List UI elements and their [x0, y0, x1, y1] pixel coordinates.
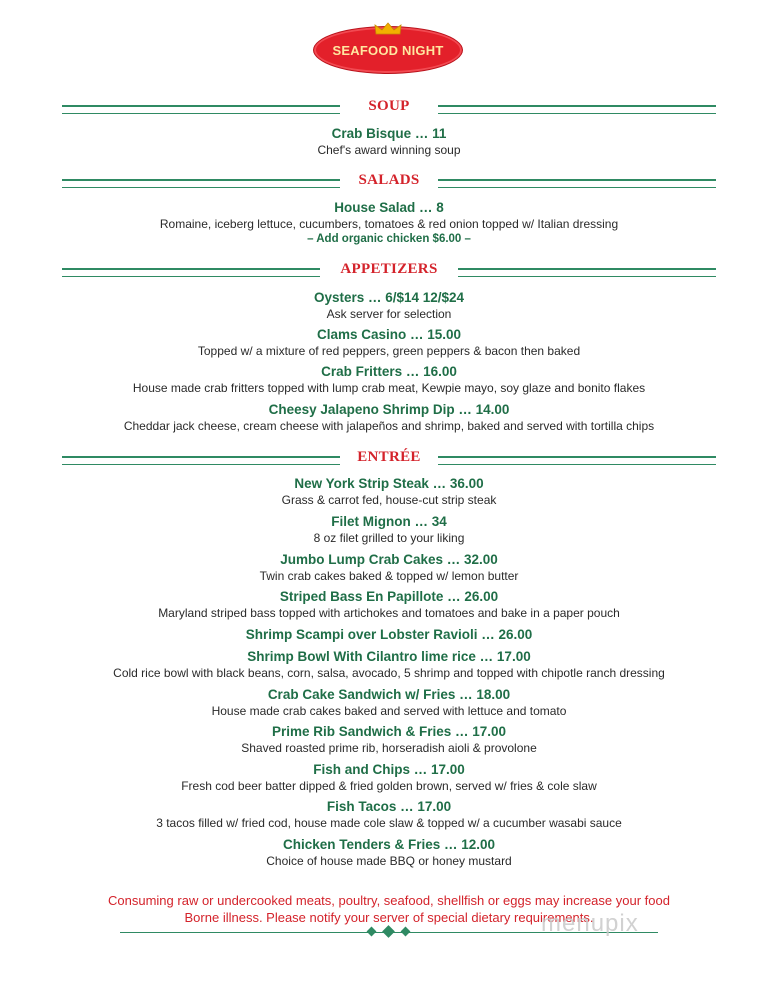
item-name: Crab Fritters … 16.00 — [321, 364, 457, 379]
item-name: House Salad … 8 — [334, 200, 444, 215]
menu-item-ny-strip — [0, 475, 778, 508]
item-name: Filet Mignon … 34 — [331, 514, 447, 529]
menu-item-shrimp-bowl — [0, 648, 778, 681]
item-name: Crab Cake Sandwich w/ Fries … 18.00 — [267, 687, 511, 702]
item-description: 3 tacos filled w/ fried cod, house made cole slaw & topped w/ a cucumber wasabi sauce — [156, 816, 622, 830]
item-addon-note: – Add organic chicken $6.00 – — [307, 233, 471, 245]
logo-text: SEAFOOD NIGHT — [332, 43, 444, 58]
item-name: Cheesy Jalapeno Shrimp Dip … 14.00 — [268, 402, 510, 417]
diamond-ornament-icon — [401, 927, 411, 937]
crown-icon — [374, 22, 402, 36]
menu-item-crab-bisque — [0, 125, 778, 158]
item-description: Twin crab cakes baked & topped w/ lemon butter — [259, 569, 519, 583]
menu-item-prime-rib — [0, 723, 778, 756]
disclaimer-line-1: Consuming raw or undercooked meats, poultry, seafood, shellfish or eggs may increase your food — [108, 893, 670, 908]
menu-item-fish-and-chips — [0, 761, 778, 794]
item-name: Fish Tacos … 17.00 — [326, 799, 452, 814]
diamond-ornament-icon — [382, 925, 395, 938]
item-description: Grass & carrot fed, house-cut strip steak — [281, 493, 497, 507]
divider — [438, 105, 716, 114]
diamond-ornament-icon — [367, 927, 377, 937]
divider — [438, 179, 716, 188]
item-name: Chicken Tenders & Fries … 12.00 — [282, 837, 496, 852]
menu-item-crab-cakes — [0, 551, 778, 584]
item-description: House made crab fritters topped with lump crab meat, Kewpie mayo, soy glaze and bonito flakes — [132, 381, 646, 395]
item-description: Fresh cod beer batter dipped & fried golden brown, served w/ fries & cole slaw — [181, 779, 597, 793]
menu-item-house-salad — [0, 199, 778, 247]
disclaimer-line-2: Borne illness. Please notify your server of special dietary requirements. — [184, 910, 594, 925]
item-name: Oysters … 6/$14 12/$24 — [313, 290, 465, 305]
section-header-soup — [62, 100, 716, 118]
item-description: Maryland striped bass topped with artichokes and tomatoes and bake in a paper pouch — [158, 606, 620, 620]
section-title-appetizers: APPETIZERS — [340, 261, 438, 277]
item-description: Topped w/ a mixture of red peppers, green peppers & bacon then baked — [197, 344, 581, 358]
menu-item-crab-cake-sandwich — [0, 686, 778, 719]
item-name: Prime Rib Sandwich & Fries … 17.00 — [271, 724, 507, 739]
item-name: Shrimp Scampi over Lobster Ravioli … 26.00 — [245, 627, 533, 642]
menu-item-cheesy-dip — [0, 401, 778, 434]
menu-item-chicken-tenders — [0, 836, 778, 869]
menu-item-crab-fritters — [0, 363, 778, 396]
menu-item-striped-bass — [0, 588, 778, 621]
menu-item-oysters — [0, 289, 778, 322]
item-description: Cold rice bowl with black beans, corn, salsa, avocado, 5 shrimp and topped with chipotle ranch dressing — [113, 666, 665, 680]
item-description: House made crab cakes baked and served with lettuce and tomato — [211, 704, 567, 718]
item-name: Clams Casino … 15.00 — [316, 327, 462, 342]
item-name: Striped Bass En Papillote … 26.00 — [279, 589, 499, 604]
item-name: New York Strip Steak … 36.00 — [294, 476, 484, 491]
section-header-salads — [62, 174, 716, 192]
item-description: Cheddar jack cheese, cream cheese with jalapeños and shrimp, baked and served with tortilla chips — [123, 419, 655, 433]
section-header-appetizers — [62, 263, 716, 281]
item-description: Ask server for selection — [326, 307, 452, 321]
section-header-entree — [62, 451, 716, 469]
menu-item-fish-tacos — [0, 798, 778, 831]
section-title-entree: ENTRÉE — [357, 449, 421, 465]
item-name: Jumbo Lump Crab Cakes … 32.00 — [280, 552, 498, 567]
allergy-disclaimer — [0, 892, 778, 926]
item-name: Crab Bisque … 11 — [331, 126, 447, 141]
menu-item-clams-casino — [0, 326, 778, 359]
item-description: 8 oz filet grilled to your liking — [313, 531, 465, 545]
section-title-salads: SALADS — [358, 172, 420, 188]
divider — [458, 268, 716, 277]
watermark: menupix — [541, 910, 639, 937]
item-description: Chef's award winning soup — [317, 143, 461, 157]
menu-item-shrimp-scampi — [0, 626, 778, 643]
menu-item-filet-mignon — [0, 513, 778, 546]
seafood-night-logo — [313, 22, 463, 74]
item-description: Shaved roasted prime rib, horseradish aioli & provolone — [241, 741, 537, 755]
item-name: Shrimp Bowl With Cilantro lime rice … 17.00 — [247, 649, 531, 664]
section-title-soup: SOUP — [368, 98, 410, 114]
item-description: Romaine, iceberg lettuce, cucumbers, tomatoes & red onion topped w/ Italian dressing — [159, 217, 619, 231]
item-description: Choice of house made BBQ or honey mustard — [266, 854, 512, 868]
divider — [438, 456, 716, 465]
item-name: Fish and Chips … 17.00 — [313, 762, 465, 777]
